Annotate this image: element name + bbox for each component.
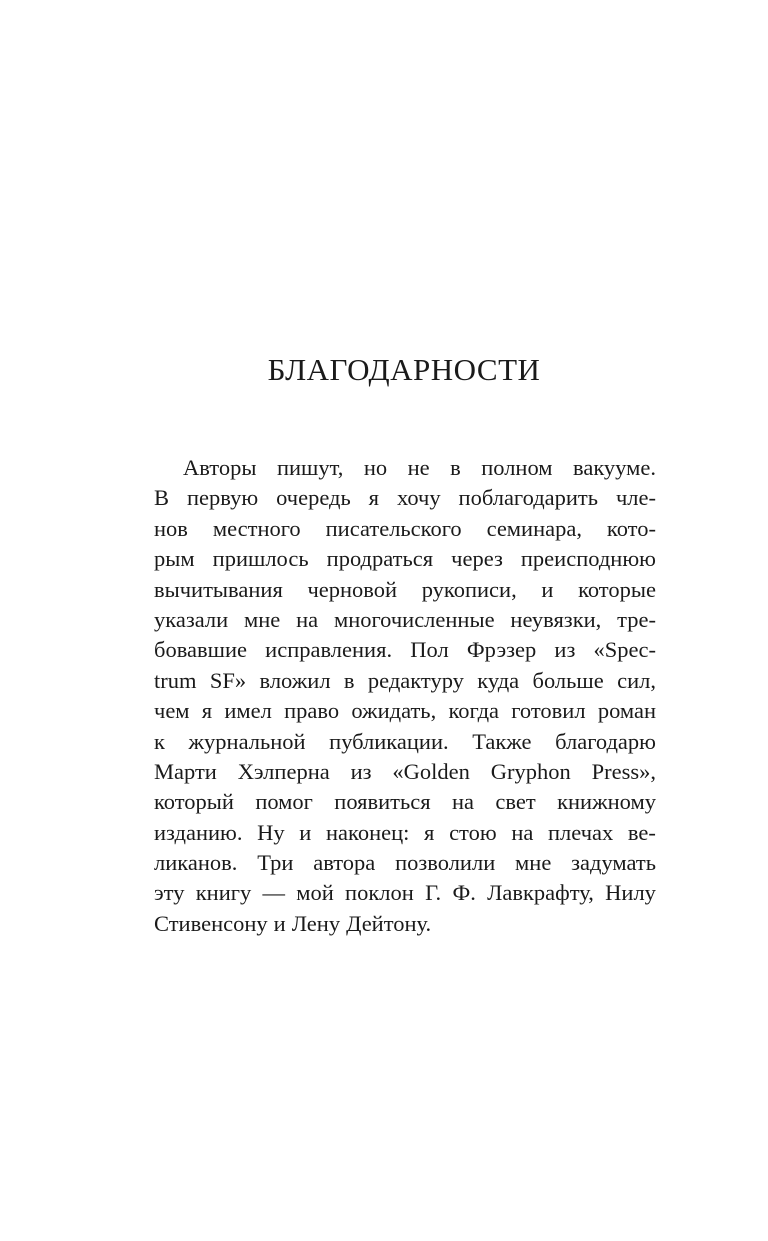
paragraph-line: бовавшие исправления. Пол Фрэзер из «Spec-	[154, 637, 656, 663]
acknowledgements-paragraph	[154, 453, 656, 939]
paragraph-line: ликанов. Три автора позволили мне задумать	[154, 850, 656, 876]
paragraph-line: Авторы пишут, но не в полном вакууме.	[183, 455, 656, 480]
paragraph-line: к журнальной публикации. Также благодарю	[154, 728, 656, 754]
paragraph-line: чем я имел право ожидать, когда готовил роман	[154, 698, 656, 724]
chapter-heading: БЛАГОДАРНОСТИ	[267, 352, 541, 387]
paragraph-line: который помог появиться на свет книжному	[154, 789, 656, 815]
paragraph-line: Стивенсону и Лену Дейтону.	[154, 910, 432, 936]
paragraph-line: указали мне на многочисленные неувязки, тре-	[154, 606, 656, 632]
paragraph-line: В первую очередь я хочу поблагодарить чле-	[154, 485, 656, 511]
paragraph-line: изданию. Ну и наконец: я стою на плечах ве-	[154, 819, 656, 845]
paragraph-line: рым пришлось продраться через преисподнюю	[154, 546, 656, 572]
paragraph-line: Марти Хэлперна из «Golden Gryphon Press»,	[154, 758, 656, 784]
paragraph-line: нов местного писательского семинара, кото-	[154, 515, 656, 541]
paragraph-line: эту книгу — мой поклон Г. Ф. Лавкрафту, Нилу	[154, 880, 656, 906]
paragraph-line: trum SF» вложил в редактуру куда больше сил,	[154, 667, 656, 693]
paragraph-line: вычитывания черновой рукописи, и которые	[154, 576, 656, 602]
